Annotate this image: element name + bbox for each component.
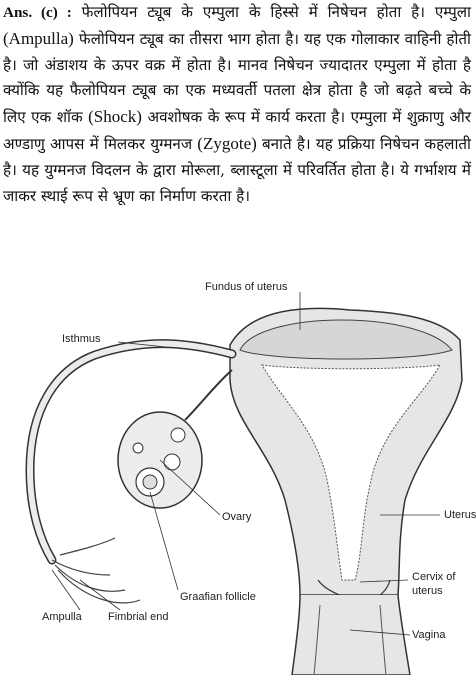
label-ovary: Ovary	[222, 511, 252, 523]
vaginal-canal	[292, 595, 410, 675]
answer-seg-2: फेलोपियन ट्यूब का तीसरा भाग होता है। यह एक गोलाकार वाहिनी होती है। जो अंडाशय के ऊपर वक्र में होता है। मानव निषेचन ज्यादातर एम्पुला में होता है क्योंकि यह फैलोपियन ट्यूब का एक मध्यवर्ती पतला क्षेत्र होता है जो बढ़ते बच्चे के लिए एक शॉक	[3, 29, 471, 127]
answer-seg-1: (Ampulla)	[3, 28, 74, 48]
answer-seg-5: (Zygote)	[197, 133, 257, 153]
uterus-diagram	[0, 270, 476, 675]
label-cervix-2: uterus	[412, 585, 443, 597]
label-graafian: Graafian follicle	[180, 591, 256, 603]
answer-seg-0: फेलोपियन ट्यूब के एम्पुला के हिस्से में निषेचन होता है। एम्पुला	[71, 3, 471, 21]
follicle-small-3	[171, 428, 185, 442]
answer-seg-4: अवशोषक के रूप में कार्य करता है। एम्पुला में शुक्राणु और अण्डाणु आपस में मिलकर युग्मनज	[3, 108, 471, 153]
answer-tag: Ans. (c) :	[3, 4, 72, 21]
label-isthmus: Isthmus	[62, 333, 101, 345]
label-ampulla: Ampulla	[42, 611, 82, 623]
label-fimbrial: Fimbrial end	[108, 611, 169, 623]
label-fundus: Fundus of uterus	[205, 281, 288, 293]
answer-seg-6: बनाते है। यह प्रक्रिया निषेचन कहलाती है। यह युग्मनज विदलन के द्वारा मोरूला, ब्लास्टूला में परिवर्तित होता है। ये गर्भाशय में जाकर स्थाई रूप से भ्रूण का निर्माण करता है।	[3, 134, 471, 205]
label-cervix-1: Cervix of	[412, 571, 456, 583]
follicle-small-2	[133, 443, 143, 453]
label-vagina: Vagina	[412, 629, 446, 641]
uterus-diagram-svg	[0, 270, 476, 675]
ovarian-ligament	[185, 370, 232, 420]
answer-paragraph	[3, 0, 471, 209]
fimbriae	[52, 538, 140, 603]
follicle-small-1	[164, 454, 180, 470]
follicle-oocyte	[143, 475, 157, 489]
answer-seg-3: (Shock)	[88, 107, 142, 127]
label-uterus: Uterus	[444, 509, 476, 521]
